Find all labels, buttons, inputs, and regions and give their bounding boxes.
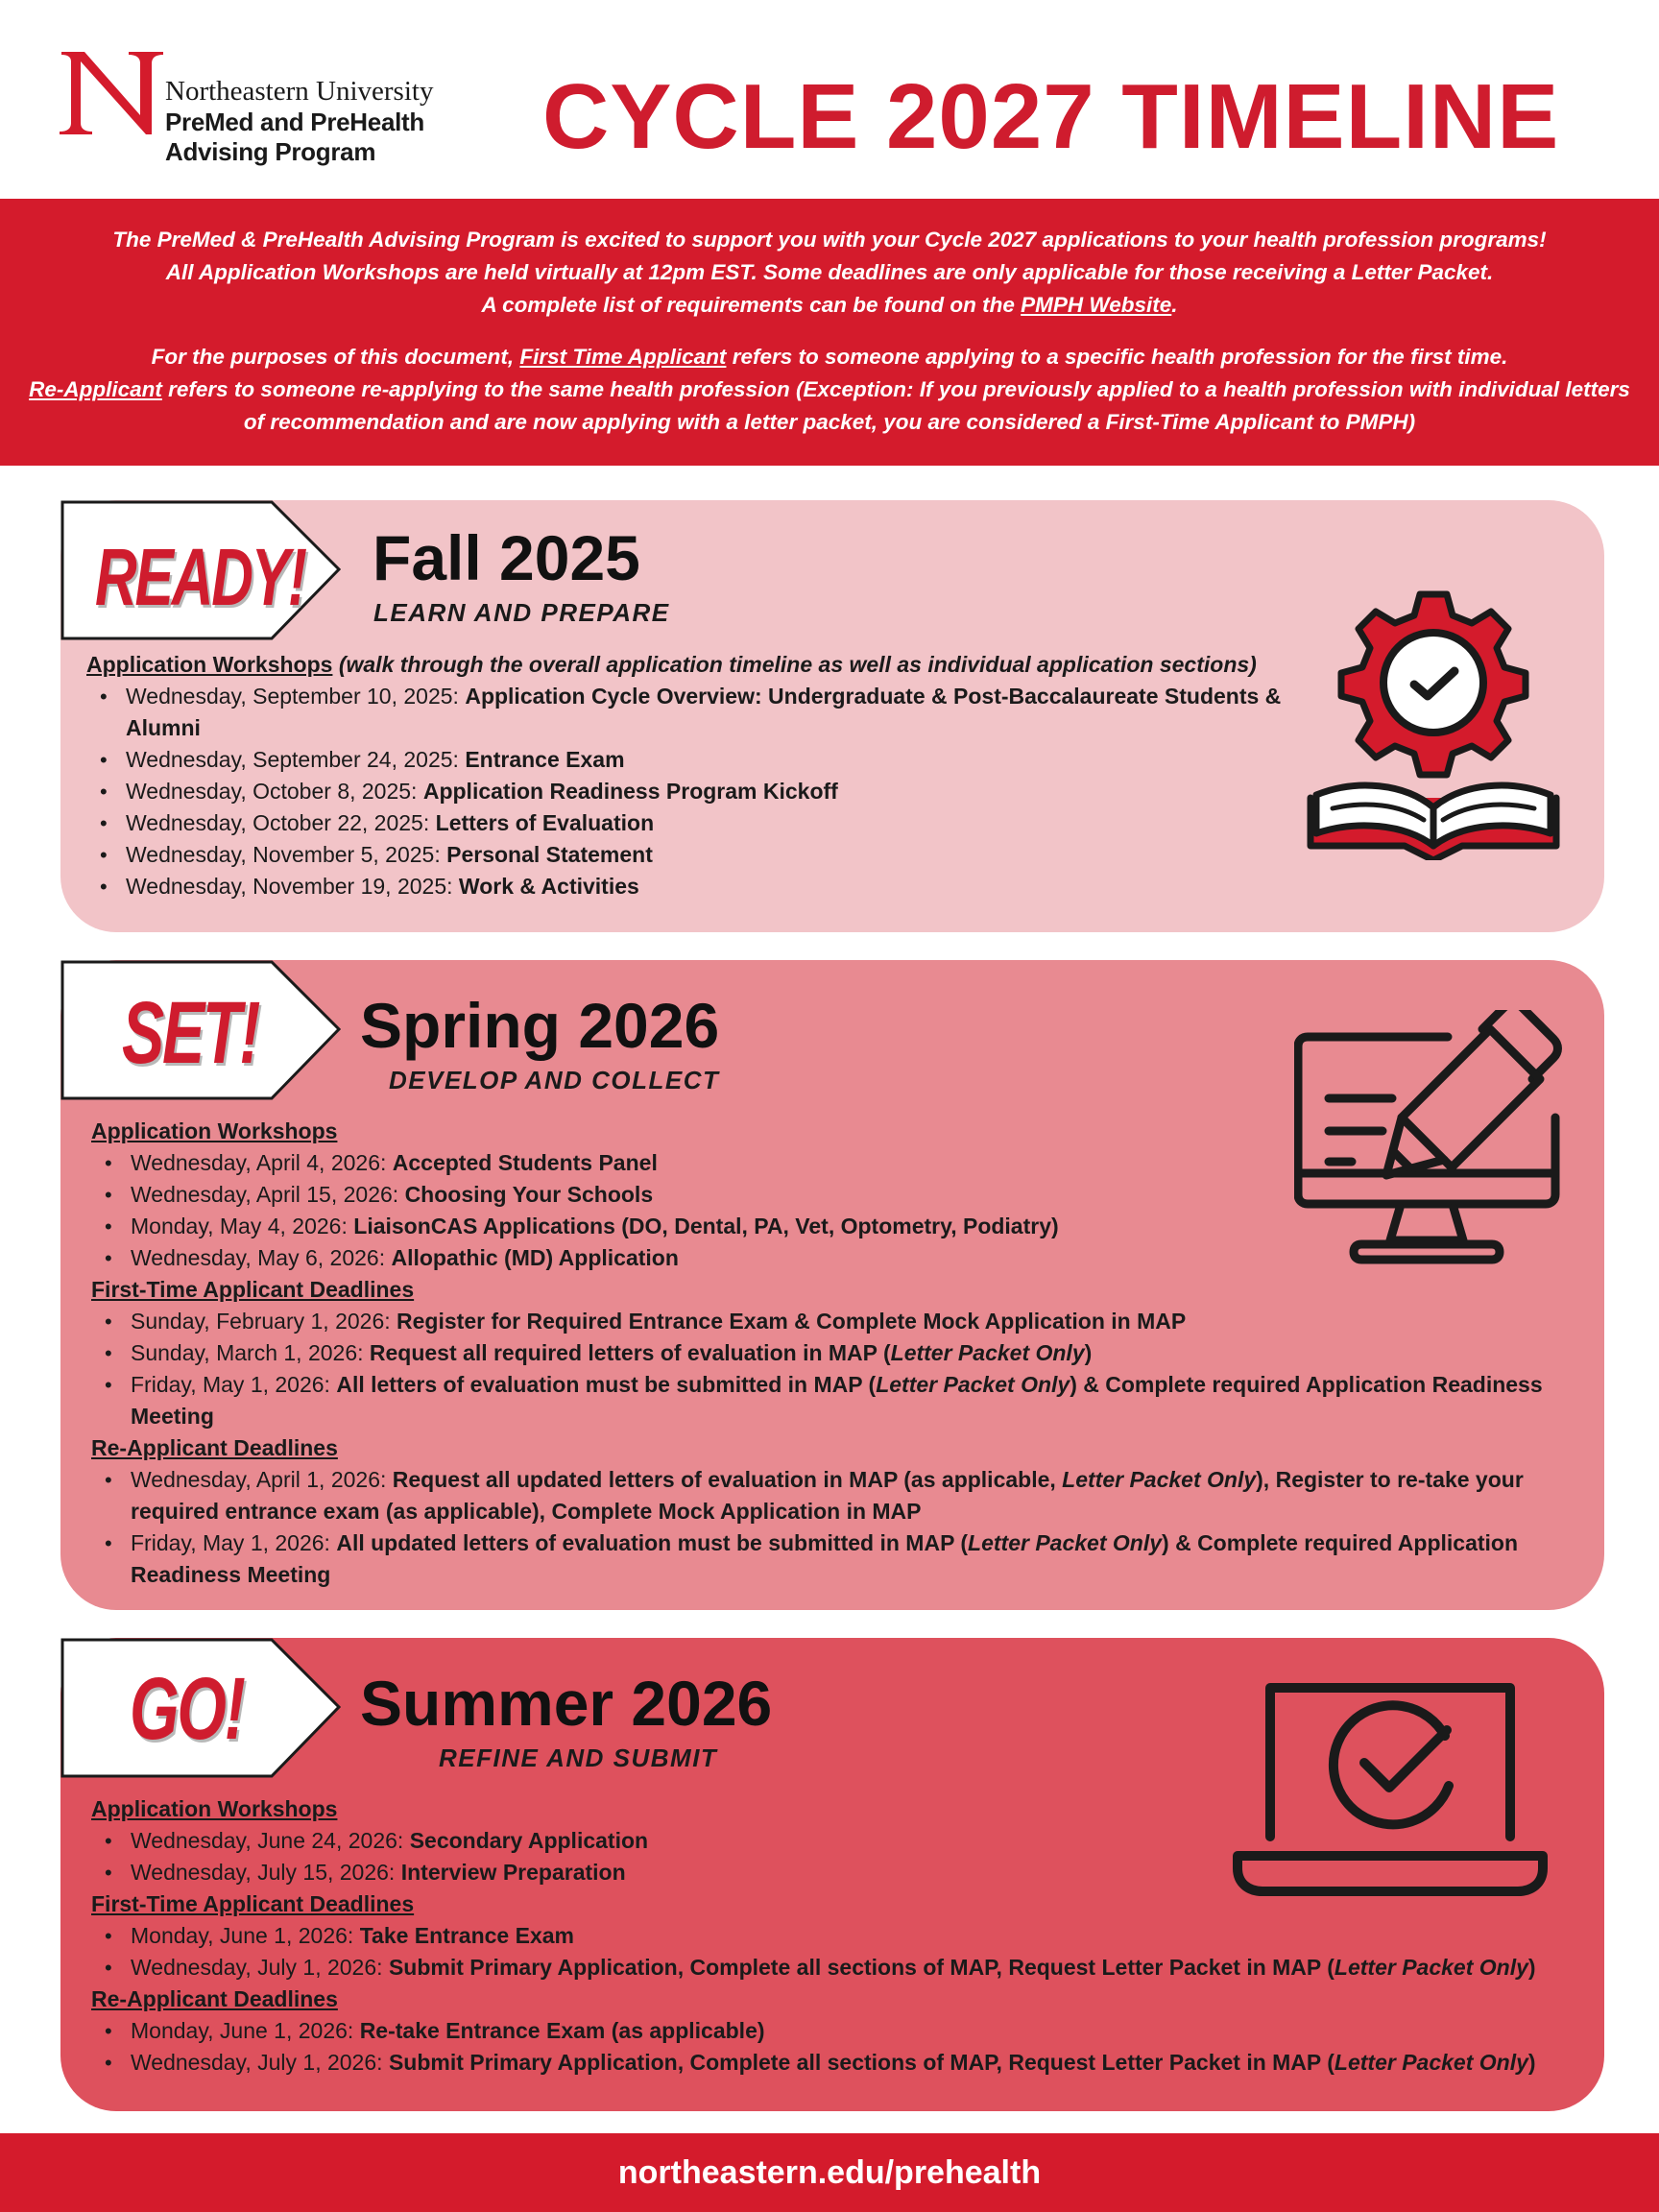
workshops-note: walk through the overall application timeline as well as individual application sections (346, 652, 1250, 677)
footer-url-link[interactable]: northeastern.edu/prehealth (0, 2133, 1659, 2212)
list-item: • Wednesday, November 5, 2025: Personal Statement (86, 839, 1354, 871)
list-item: • Wednesday, October 8, 2025: Application Readiness Program Kickoff (86, 776, 1354, 807)
list-item: • Friday, May 1, 2026: All letters of evaluation must be submitted in MAP (Letter Packet Only) & Complete required Application Readiness Meeting (91, 1369, 1551, 1432)
go-tag (60, 1638, 341, 1780)
workshops-heading: Application Workshops (86, 652, 333, 677)
first-time-deadlines-heading: First-Time Applicant Deadlines (91, 1891, 415, 1916)
list-item: • Wednesday, April 1, 2026: Request all updated letters of evaluation in MAP (as applicable, Letter Packet Only), Register to re-take your required entrance exam (as applicable), Complete Mock Application in MAP (91, 1464, 1551, 1527)
laptop-check-icon (1232, 1678, 1549, 1909)
fall-panel (60, 500, 1604, 932)
intro-text: A complete list of requirements can be found on the (481, 293, 1022, 317)
intro-text: . (1171, 293, 1178, 317)
workshops-heading: Application Workshops (91, 1118, 338, 1143)
intro-line: The PreMed & PreHealth Advising Program is excited to support you with your Cycle 2027 applications to your health profession programs! (112, 228, 1547, 252)
logo-program-line1: PreMed and PreHealth (165, 108, 424, 136)
re-applicant-deadlines-heading: Re-Applicant Deadlines (91, 1435, 338, 1460)
first-time-applicant-term: First Time Applicant (519, 345, 727, 369)
intro-line: All Application Workshops are held virtually at 12pm EST. Some deadlines are only applicable for those receiving a Letter Packet. (165, 260, 1494, 284)
list-item: • Monday, June 1, 2026: Re-take Entrance Exam (as applicable) (91, 2015, 1551, 2047)
list-item: • Friday, May 1, 2026: All updated letters of evaluation must be submitted in MAP (Letter Packet Only) & Complete required Application Readiness Meeting (91, 1527, 1551, 1591)
list-item: • Wednesday, June 24, 2026: Secondary Application (91, 1825, 1551, 1857)
list-item: • Sunday, February 1, 2026: Register for Required Entrance Exam & Complete Mock Application in MAP (91, 1306, 1551, 1337)
first-time-deadlines-heading: First-Time Applicant Deadlines (91, 1277, 415, 1302)
page-title: CYCLE 2027 TIMELINE (542, 65, 1560, 168)
re-applicant-deadline-list (91, 1464, 1551, 1591)
list-item: • Wednesday, May 6, 2026: Allopathic (MD) Application (91, 1242, 1551, 1274)
intro-text: refers to someone re-applying to the same health profession (Exception: If you previously applied to a health profession with individual letters (161, 377, 1630, 401)
season-subtitle: REFINE AND SUBMIT (439, 1743, 718, 1772)
season-subtitle: DEVELOP AND COLLECT (389, 1066, 720, 1094)
set-tag-label: SET! (122, 984, 259, 1082)
intro-line (0, 289, 1659, 322)
season-title: Summer 2026 (360, 1668, 773, 1739)
pmph-website-link[interactable]: PMPH Website (1021, 293, 1172, 317)
intro-banner (0, 199, 1659, 466)
list-item: • Wednesday, April 15, 2026: Choosing Your Schools (91, 1179, 1551, 1211)
list-item: • Wednesday, July 1, 2026: Submit Primary Application, Complete all sections of MAP, Request Letter Packet in MAP (Letter Packet Only) (91, 2047, 1551, 2079)
header (0, 0, 1659, 199)
set-tag (60, 960, 341, 1102)
intro-line: of recommendation and are now applying with a letter packet, you are considered a First-Time Applicant to PMPH) (243, 410, 1416, 434)
list-item: • Wednesday, September 10, 2025: Application Cycle Overview: Undergraduate & Post-Baccalaureate Students & Alumni (86, 681, 1354, 744)
monitor-pencil-icon (1294, 1010, 1582, 1284)
logo-university: Northeastern University (165, 76, 434, 107)
season-title: Fall 2025 (373, 522, 640, 593)
list-item: • Wednesday, October 22, 2025: Letters of Evaluation (86, 807, 1354, 839)
re-applicant-deadline-list (91, 2015, 1551, 2079)
northeastern-n-logo-icon (60, 50, 165, 136)
list-item: • Wednesday, September 24, 2025: Entrance Exam (86, 744, 1354, 776)
workshop-list (86, 681, 1354, 902)
gear-check-book-icon (1289, 572, 1577, 860)
season-title: Spring 2026 (360, 990, 720, 1061)
workshops-heading-row: Application Workshops (walk through the overall application timeline as well as individual application sections) (86, 652, 1257, 677)
re-applicant-term: Re-Applicant (29, 377, 162, 401)
intro-text: refers to someone applying to a specific health profession for the first time. (726, 345, 1508, 369)
fall-content (86, 649, 1354, 902)
summer-panel (60, 1638, 1604, 2111)
northeastern-logo[interactable] (60, 50, 463, 175)
list-item: • Monday, May 4, 2026: LiaisonCAS Applications (DO, Dental, PA, Vet, Optometry, Podiatry) (91, 1211, 1551, 1242)
spring-panel (60, 960, 1604, 1610)
ready-tag (60, 500, 341, 642)
intro-line (0, 341, 1659, 373)
list-item: • Wednesday, July 15, 2026: Interview Preparation (91, 1857, 1551, 1888)
logo-program-line2: Advising Program (165, 137, 376, 166)
go-tag-label: GO! (130, 1660, 244, 1758)
workshops-heading: Application Workshops (91, 1796, 338, 1821)
first-time-deadline-list (91, 1920, 1551, 1984)
list-item: • Monday, June 1, 2026: Take Entrance Exam (91, 1920, 1551, 1952)
intro-line (0, 373, 1659, 406)
list-item: • Wednesday, November 19, 2025: Work & Activities (86, 871, 1354, 902)
list-item: • Wednesday, July 1, 2026: Submit Primary Application, Complete all sections of MAP, Request Letter Packet in MAP (Letter Packet Only) (91, 1952, 1551, 1984)
season-subtitle: LEARN AND PREPARE (373, 598, 670, 627)
ready-tag-label: READY! (95, 532, 305, 622)
list-item: • Wednesday, April 4, 2026: Accepted Students Panel (91, 1147, 1551, 1179)
first-time-deadline-list (91, 1306, 1551, 1432)
logo-text (165, 75, 433, 167)
list-item: • Sunday, March 1, 2026: Request all required letters of evaluation in MAP (Letter Packet Only) (91, 1337, 1551, 1369)
intro-text: For the purposes of this document, (151, 345, 520, 369)
re-applicant-deadlines-heading: Re-Applicant Deadlines (91, 1986, 338, 2011)
